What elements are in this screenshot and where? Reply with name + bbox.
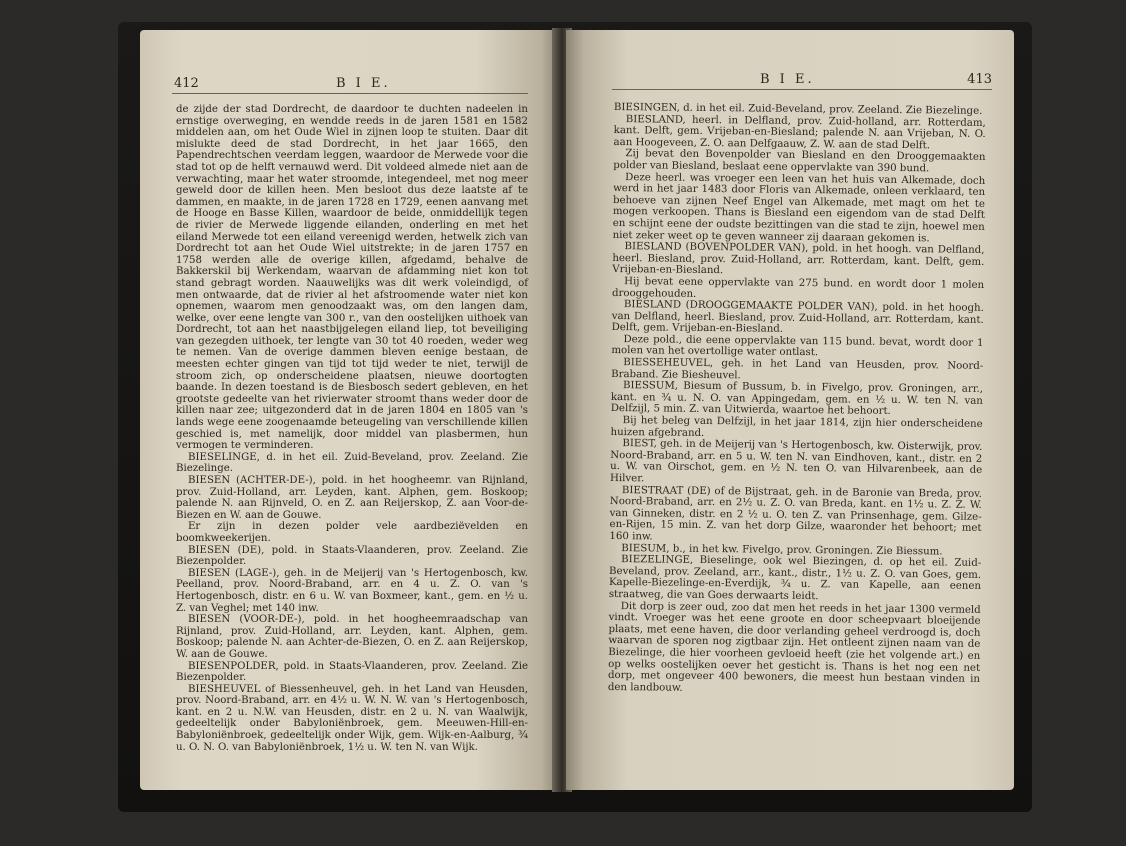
- paragraph: Dit dorp is zeer oud, zoo dat men het reeds in het jaar 1300 vermeld vindt. Vroeger was het eene groote en door scheepvaart bloeijende plaats, met eene haven, die door verlanding geheel verdroogd is, doch waarvan de sporen nog zigtbaar zijn. Het ontleent zijnen naam van de Biezelinge, die hier voorheen gevloeid heeft (zie het volgende art.) en op welks oostelijken oever het gesticht is. Thans is het nog een net dorp, met ongeveer 400 bewoners, die meest hun bestaan vinden in den landbouw.: [607, 600, 981, 694]
- paragraph: Bij het beleg van Delfzijl, in het jaar 1814, zijn hier onderscheidene huizen afgebrand.: [610, 415, 983, 439]
- paragraph: BIEST, geh. in de Meijerij van 's Hertogenbosch, kw. Oisterwijk, prov. Noord-Braband, arr. en 5 u. W. ten N. van Eindhoven, kant., distr. en 2 u. W. van Oirschot, gem. en ½ N. ten O. van Hilvarenbeek, aan de Hilver.: [609, 438, 983, 485]
- paragraph: BIESLAND (DROOGGEMAAKTE POLDER VAN), pold. in het hoogh. van Delfland, heerl. Biesland, prov. Zuid-Holland, arr. Rotterdam, kant. Delft, gem. Vrijeban-en-Biesland.: [611, 299, 984, 336]
- left-page-number: 412: [174, 76, 199, 91]
- paragraph: BIESINGEN, d. in het eil. Zuid-Beveland, prov. Zeeland. Zie Biezelinge.: [613, 102, 983, 117]
- paragraph: BIESEN (ACHTER-DE-), pold. in het hoogheemr. van Rijnland, prov. Zuid-Holland, arr. Leyden, kant. Alphen, gem. Boskoop; palende N. aan Rijnveld, O. en Z. aan Reijerskop, Z. aan Voor-de-Biezen en W. aan de Gouwe.: [176, 475, 528, 521]
- left-page: [140, 30, 558, 790]
- paragraph: BIESUM, b., in het kw. Fivelgo, prov. Groningen. Zie Biessum.: [621, 542, 943, 558]
- paragraph: Er zijn in dezen polder vele aardbeziëvelden en boomkweekerijen.: [176, 521, 528, 544]
- paragraph: BIESEN (DE), pold. in Staats-Vlaanderen, prov. Zeeland. Zie Biezenpolder.: [176, 544, 528, 568]
- right-page: [566, 30, 1014, 790]
- paragraph: BIESHEUVEL of Biessenheuvel, geh. in het Land van Heusden, prov. Noord-Braband, arr. en 4½ u. W. N. W. van 's Hertogenbosch, kant. en 2 u. N.W. van Heusden, distr. en 2 u. N. van Waalwijk, gedeeltelijk onder Babyloniënbroek, gem. Meeuwen-Hill-en-Babyloniënbroek, gedeeltelijk onder Wijk, gem. Wijk-en-Aalburg, ¾ u. O. N. O. van Babyloniënbroek, 1½ u. W. ten N. van Wijk.: [176, 683, 528, 753]
- right-header-rule: [612, 89, 992, 90]
- paragraph: BIESLAND, heerl. in Delfland, prov. Zuid-holland, arr. Rotterdam, kant. Delft, gem. Vrijeban-en-Biesland; palende N. aan Vrijeban, N. O. aan Hoogeveen, Z. O. aan Delfgaauw, Z. W. aan de stad Delft.: [613, 113, 986, 152]
- paragraph: Deze pold., die eene oppervlakte van 115 bund. bevat, wordt door 1 molen van het overtollige water ontlast.: [611, 333, 984, 359]
- left-page-text: [176, 104, 528, 753]
- paragraph: BIESEN (LAGE-), geh. in de Meijerij van 's Hertogenbosch, kw. Peelland, prov. Noord-Braband, arr. en 4 u. Z. O. van 's Hertogenbosch, distr. en 6 u. W. van Boxmeer, kant., gem. en ½ u. Z. van Veghel; met 140 inw.: [176, 567, 528, 614]
- paragraph: BIESLAND (BOVENPOLDER VAN), pold. in het hoogh. van Delfland, heerl. Biesland, prov. Zuid-Holland, arr. Rotterdam, kant. Delft, gem. Vrijeban-en-Biesland.: [612, 241, 985, 277]
- right-page-text: [608, 102, 986, 697]
- paragraph: BIESEN (VOOR-DE-), pold. in het hoogheemraadschap van Rijnland, prov. Zuid-Holland, arr. Leyden, kant. Alphen, gem. Boskoop; palende N. aan Achter-de-Biezen, O. en Z. aan Reijerskop, W. aan de Gouwe.: [176, 614, 528, 660]
- paragraph: BIESSEHEUVEL, geh. in het Land van Heusden, prov. Noord-Braband. Zie Biesheuvel.: [611, 357, 984, 381]
- paragraph: Zij bevat den Bovenpolder van Biesland en den Drooggemaakten polder van Biesland, beslaat eene oppervlakte van 390 bund.: [613, 148, 986, 175]
- paragraph: Hij bevat eene oppervlakte van 275 bund. en wordt door 1 molen drooggehouden.: [611, 276, 985, 300]
- paragraph: de zijde der stad Dordrecht, de daardoor te duchten nadeelen in ernstige overweging, en wendde reeds in de jaren 1581 en 1582 middelen aan, om het Oude Wiel in zijnen loop te stuiten. Daar dit mislukte deed de stad Dordrecht, in het jaar 1665, den Papendrechtschen veerdam leggen, waardoor de Merwede voor die stad tot op de helft vernauwd werd. Dit voldeed almede niet aan de verwachting, maar het water stroomde, integendeel, met nog meer geweld door de killen heen. Men besloot dus deze laatste af te dammen, en maakte, in de jaren 1728 en 1729, eenen aanvang met de Hooge en Basse Killen, waardoor de beide, onmiddellijk tegen de rivier de Merwede liggende eilanden, onderling en met het eiland Merwede tot een eiland vereenigd werden, hetwelk zich van Dordrecht tot aan het Oude Wiel uitstrekte; in de jaren 1757 en 1758 werden alle de overige killen, afgedamd, behalve de Bakkerskil bij Werkendam, waarvan de afdamming niet kon tot stand gebragt worden. Naauwelijks was dit werk voleindigd, of men ontwaarde, dat de rivier al het afstroomende water niet kon opnemen, waarom men genoodzaakt was, om den langen dam, welke, over eene lengte van 300 r., van den oostelijken uithoek van Dordrecht, tot aan het naastbijgelegen eiland liep, tot beveiliging van gezegden uithoek, ter lengte van 30 tot 40 roeden, weder weg te nemen. Van de overige dammen bleven eenige bestaan, de meesten echter gingen van tijd tot tijd weder te niet, terwijl de stroom zich, op onderscheidene plaatsen, nieuwe doortogten baande. In dezen toestand is de Biesbosch sedert gebleven, en het grootste gedeelte van het rivierwater stroomt thans weder door de killen naar zee; uitgezonderd dat in de jaren 1804 en 1805 van 's lands wege eene zoogenaamde beteugeling van verschillende killen geschied is, met namelijk, door middel van plasbermen, hun vermogen te verminderen.: [176, 104, 528, 452]
- right-page-number: 413: [967, 72, 992, 87]
- right-running-head: B I E.: [760, 72, 815, 87]
- paragraph: Deze heerl. was vroeger een leen van het huis van Alkemade, doch werd in het jaar 1483 door Floris van Alkemade, onleen verklaard, ten behoeve van zijnen Neef Engel van Alkemade, met magt om het te mogen verkoopen. Thans is Biesland een eigendom van de stad Delft en schijnt eene der oudste bezittingen van die stad te zijn, hoewel men niet zeker weet op te geven wanneer zij daaraan gekomen is.: [612, 171, 986, 244]
- paragraph: BIESSUM, Biesum of Bussum, b. in Fivelgo, prov. Groningen, arr., kant. en ¾ u. N. O. van Appingedam, gem. en ½ u. W. ten N. van Delfzijl, 5 min. Z. van Uitwierda, waartoe het behoort.: [610, 380, 984, 418]
- paragraph: BIESTRAAT (DE) of de Bijstraat, geh. in de Baronie van Breda, prov. Noord-Braband, arr. en 2½ u. Z. O. van Breda, kant. en 1½ u. Z. Z. W. van Ginneken, distr. en 2 ½ u. O. ten Z. van Prinsenhage, gem. Gilze-en-Rijen, 15 min. Z. van het dorp Gilze, waaronder het behoort; met 160 inw.: [609, 484, 982, 543]
- paragraph: BIESENPOLDER, pold. in Staats-Vlaanderen, prov. Zeeland. Zie Biezenpolder.: [176, 660, 528, 684]
- paragraph: BIEZELINGE, Bieselinge, ook wel Biezingen, d. op het eil. Zuid-Beveland, prov. Zeeland, arr., kant., distr., 1½ u. Z. O. van Goes, gem. Kapelle-Biezelinge-en-Everdijk, ¾ u. Z. van Kapelle, aan eenen straatweg, die van Goes derwaarts leidt.: [608, 554, 982, 603]
- left-header-rule: [172, 93, 528, 94]
- paragraph: BIESELINGE, d. in het eil. Zuid-Beveland, prov. Zeeland. Zie Biezelinge.: [176, 451, 528, 475]
- left-running-head: B I E.: [336, 76, 391, 91]
